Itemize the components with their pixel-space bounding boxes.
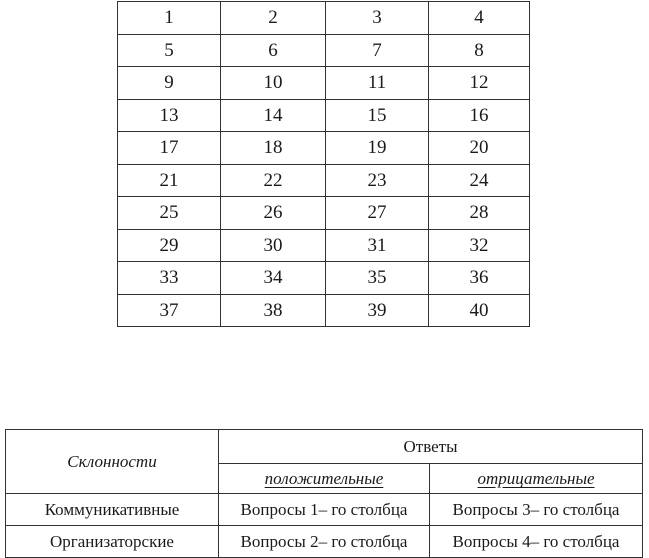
grid-cell: 19 (326, 132, 429, 165)
grid-cell: 2 (221, 2, 326, 35)
grid-cell: 15 (326, 99, 429, 132)
grid-cell: 27 (326, 197, 429, 230)
grid-cell: 29 (118, 229, 221, 262)
cell-negative: Вопросы 3– го столбца (430, 494, 643, 526)
subheader-negative (430, 464, 643, 494)
grid-cell: 4 (429, 2, 530, 35)
grid-cell: 17 (118, 132, 221, 165)
grid-cell: 30 (221, 229, 326, 262)
subheader-negative-label: отрицательные (477, 469, 595, 488)
grid-cell: 35 (326, 262, 429, 295)
grid-cell: 37 (118, 294, 221, 327)
grid-cell: 40 (429, 294, 530, 327)
grid-cell: 13 (118, 99, 221, 132)
grid-row (118, 2, 530, 35)
table-row (6, 494, 643, 526)
subheader-positive-label: положительные (264, 469, 384, 488)
grid-cell: 3 (326, 2, 429, 35)
grid-cell: 32 (429, 229, 530, 262)
grid-cell: 9 (118, 67, 221, 100)
grid-cell: 21 (118, 164, 221, 197)
cell-positive: Вопросы 1– го столбца (219, 494, 430, 526)
grid-cell: 31 (326, 229, 429, 262)
grid-cell: 33 (118, 262, 221, 295)
grid-cell: 18 (221, 132, 326, 165)
cell-positive: Вопросы 2– го столбца (219, 526, 430, 558)
grid-cell: 20 (429, 132, 530, 165)
grid-cell: 16 (429, 99, 530, 132)
grid-cell: 25 (118, 197, 221, 230)
grid-row (118, 164, 530, 197)
grid-cell: 6 (221, 34, 326, 67)
grid-cell: 39 (326, 294, 429, 327)
header-row (6, 430, 643, 464)
grid-cell: 22 (221, 164, 326, 197)
grid-cell: 24 (429, 164, 530, 197)
grid-row (118, 197, 530, 230)
cell-negative: Вопросы 4– го столбца (430, 526, 643, 558)
grid-cell: 28 (429, 197, 530, 230)
grid-row (118, 67, 530, 100)
grid-cell: 11 (326, 67, 429, 100)
grid-cell: 38 (221, 294, 326, 327)
grid-cell: 5 (118, 34, 221, 67)
grid-cell: 1 (118, 2, 221, 35)
row-label-communicative: Коммуникативные (6, 494, 219, 526)
grid-row (118, 34, 530, 67)
inclinations-answers-table (5, 429, 643, 558)
subheader-positive (219, 464, 430, 494)
table-row (6, 526, 643, 558)
grid-row (118, 132, 530, 165)
grid-cell: 8 (429, 34, 530, 67)
row-header-inclinations: Склонности (6, 430, 219, 494)
grid-cell: 26 (221, 197, 326, 230)
grid-cell: 12 (429, 67, 530, 100)
grid-row (118, 99, 530, 132)
group-header-answers: Ответы (219, 430, 643, 464)
grid-cell: 34 (221, 262, 326, 295)
grid-cell: 36 (429, 262, 530, 295)
grid-cell: 7 (326, 34, 429, 67)
grid-row (118, 262, 530, 295)
grid-cell: 23 (326, 164, 429, 197)
grid-cell: 10 (221, 67, 326, 100)
grid-row (118, 294, 530, 327)
grid-cell: 14 (221, 99, 326, 132)
question-number-grid (117, 1, 530, 327)
row-label-organizational: Организаторские (6, 526, 219, 558)
grid-row (118, 229, 530, 262)
